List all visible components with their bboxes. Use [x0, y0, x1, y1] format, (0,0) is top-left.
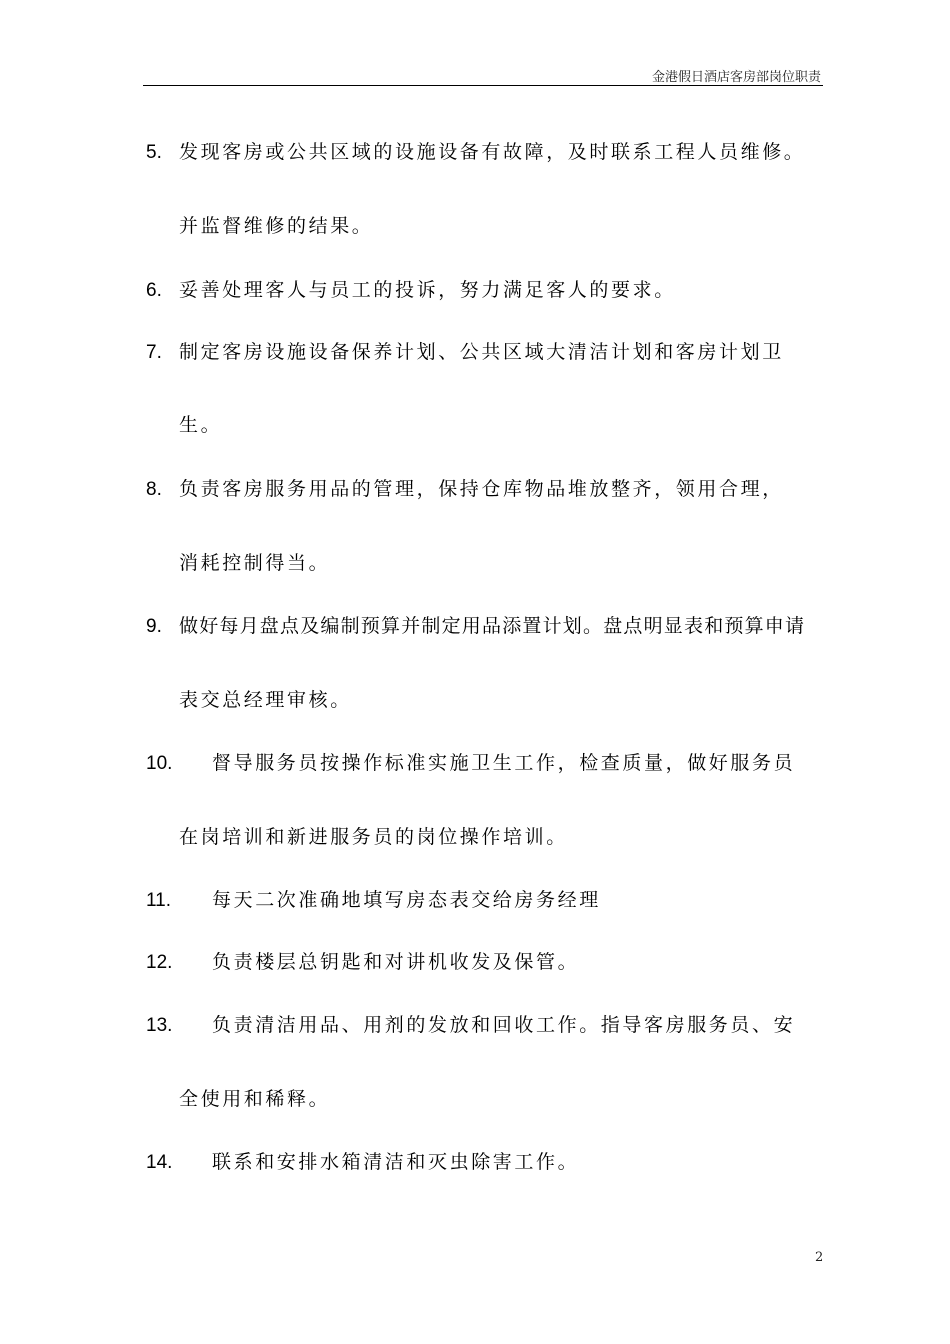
list-item-text: 负责楼层总钥匙和对讲机收发及保管。 [212, 951, 580, 973]
list-item-number: 5. [146, 142, 162, 163]
list-item-text-continuation: 生。 [179, 414, 223, 436]
list-item-text-continuation: 并监督维修的结果。 [179, 215, 374, 237]
list-item-number: 12. [146, 952, 173, 973]
list-item-text: 联系和安排水箱清洁和灭虫除害工作。 [212, 1151, 580, 1173]
list-item-number: 7. [146, 342, 162, 363]
list-item-text-continuation: 在岗培训和新进服务员的岗位操作培训。 [179, 826, 568, 848]
list-item-text: 督导服务员按操作标准实施卫生工作，检查质量，做好服务员 [212, 752, 796, 774]
list-item-text: 发现客房或公共区域的设施设备有故障，及时联系工程人员维修。 [179, 141, 806, 163]
list-item-text: 妥善处理客人与员工的投诉，努力满足客人的要求。 [179, 279, 676, 301]
list-item-text: 每天二次准确地填写房态表交给房务经理 [212, 889, 601, 911]
list-item-text-continuation: 全使用和稀释。 [179, 1088, 331, 1110]
document-header-title: 金港假日酒店客房部岗位职责 [651, 70, 821, 85]
list-item-number: 8. [146, 479, 162, 500]
list-item-text: 做好每月盘点及编制预算并制定用品添置计划。盘点明显表和预算申请 [179, 615, 806, 637]
page-number: 2 [815, 1250, 824, 1265]
list-item-number: 13. [146, 1015, 173, 1036]
list-item-text-continuation: 表交总经理审核。 [179, 689, 352, 711]
list-item-number: 10. [146, 753, 173, 774]
list-item-text-continuation: 消耗控制得当。 [179, 552, 331, 574]
list-item-text: 制定客房设施设备保养计划、公共区域大清洁计划和客房计划卫 [179, 341, 784, 363]
list-item-number: 11. [146, 890, 172, 911]
list-item-number: 14. [146, 1152, 173, 1173]
list-item-text: 负责客房服务用品的管理，保持仓库物品堆放整齐，领用合理， [179, 478, 784, 500]
list-item-number: 6. [146, 280, 162, 301]
list-item-text: 负责清洁用品、用剂的发放和回收工作。指导客房服务员、安 [212, 1014, 796, 1036]
header-divider [143, 85, 823, 86]
list-item-number: 9. [146, 616, 162, 637]
